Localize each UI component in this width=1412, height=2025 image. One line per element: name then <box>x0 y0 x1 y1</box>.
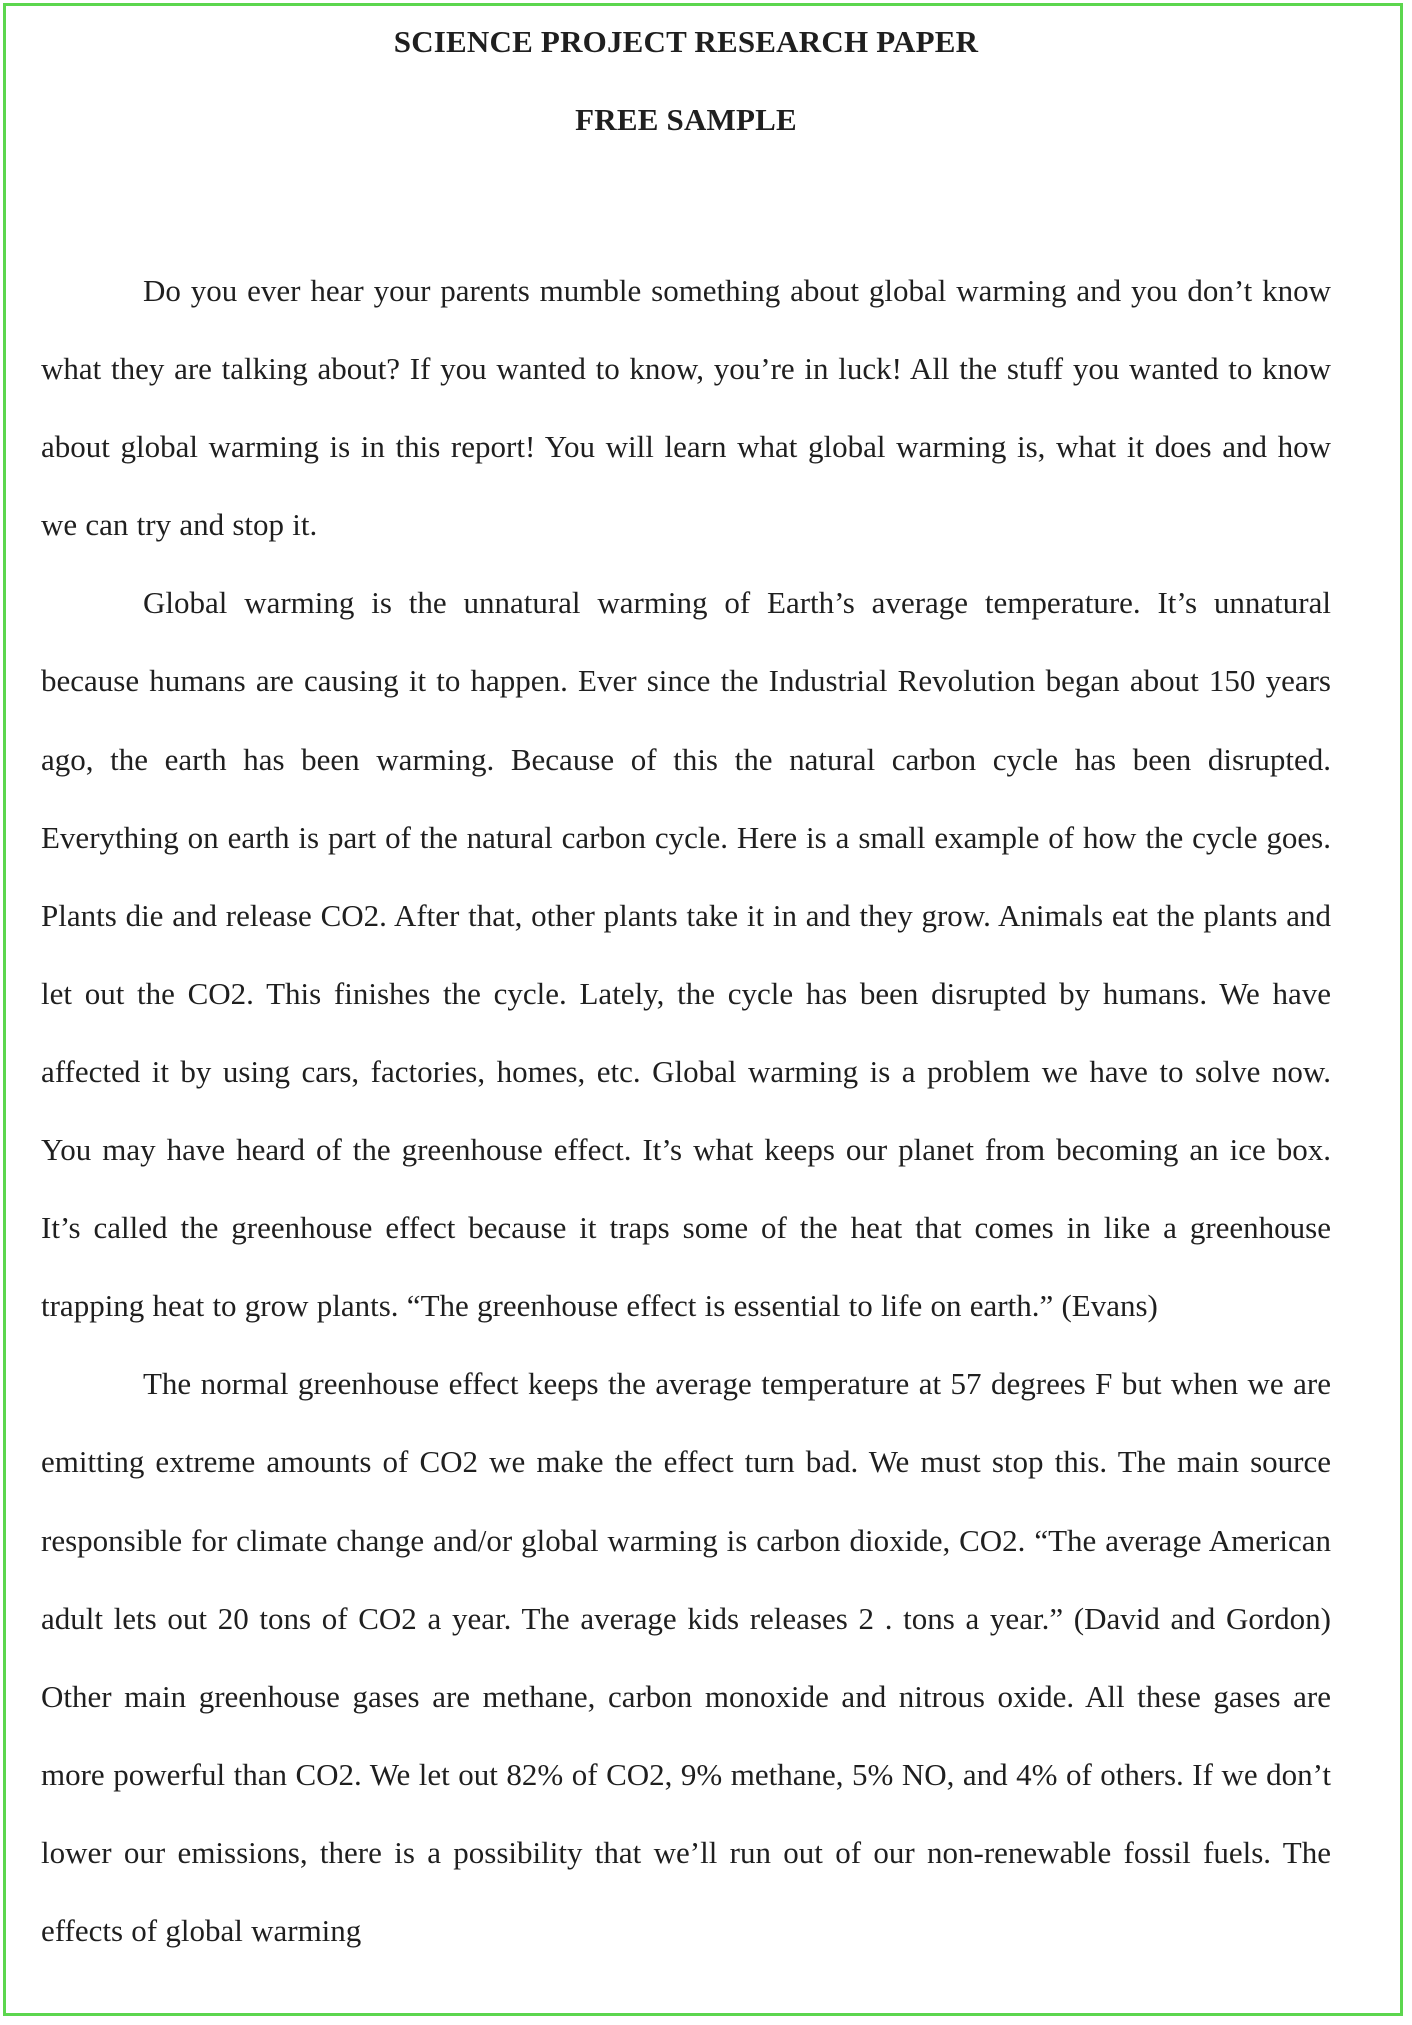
paragraph-intro: Do you ever hear your parents mumble something about global warming and you don’t know what they are talking about? If you wanted to know, you’re in luck! All the stuff you wanted to know about global warming is in this report! You will learn what global warming is, what it does and how we can try and stop it. <box>41 273 1331 543</box>
document-body <box>41 252 1331 1970</box>
paragraph-definition: Global warming is the unnatural warming of Earth’s average temperature. It’s unnatural because humans are causing it to happen. Ever since the Industrial Revolution began about 150 years ago, the earth has been warming. Because of this the natural carbon cycle has been disrupted. Everything on earth is part of the natural carbon cycle. Here is a small example of how the cycle goes. Plants die and release CO2. After that, other plants take it in and they grow. Animals eat the plants and let out the CO2. This finishes the cycle. Lately, the cycle has been disrupted by humans. We have affected it by using cars, factories, homes, etc. Global warming is a problem we have to solve now. You may have heard of the greenhouse effect. It’s what keeps our planet from becoming an ice box. It’s called the greenhouse effect because it traps some of the heat that comes in like a greenhouse trapping heat to grow plants. “The greenhouse effect is essential to life on earth.” (Evans) <box>41 585 1331 1324</box>
paper-subtitle: FREE SAMPLE <box>575 102 797 137</box>
page-frame <box>3 3 1403 2016</box>
paragraph-greenhouse: The normal greenhouse effect keeps the average temperature at 57 degrees F but when we are emitting extreme amounts of CO2 we make the effect turn bad. We must stop this. The main source responsible for climate change and/or global warming is carbon dioxide, CO2. “The average American adult lets out 20 tons of CO2 a year. The average kids releases 2 . tons a year.” (David and Gordon) Other main greenhouse gases are methane, carbon monoxide and nitrous oxide. All these gases are more powerful than CO2. We let out 82% of CO2, 9% methane, 5% NO, and 4% of others. If we don’t lower our emissions, there is a possibility that we’ll run out of our non-renewable fossil fuels. The effects of global warming <box>41 1366 1331 1948</box>
paper-title: SCIENCE PROJECT RESEARCH PAPER <box>393 24 979 59</box>
